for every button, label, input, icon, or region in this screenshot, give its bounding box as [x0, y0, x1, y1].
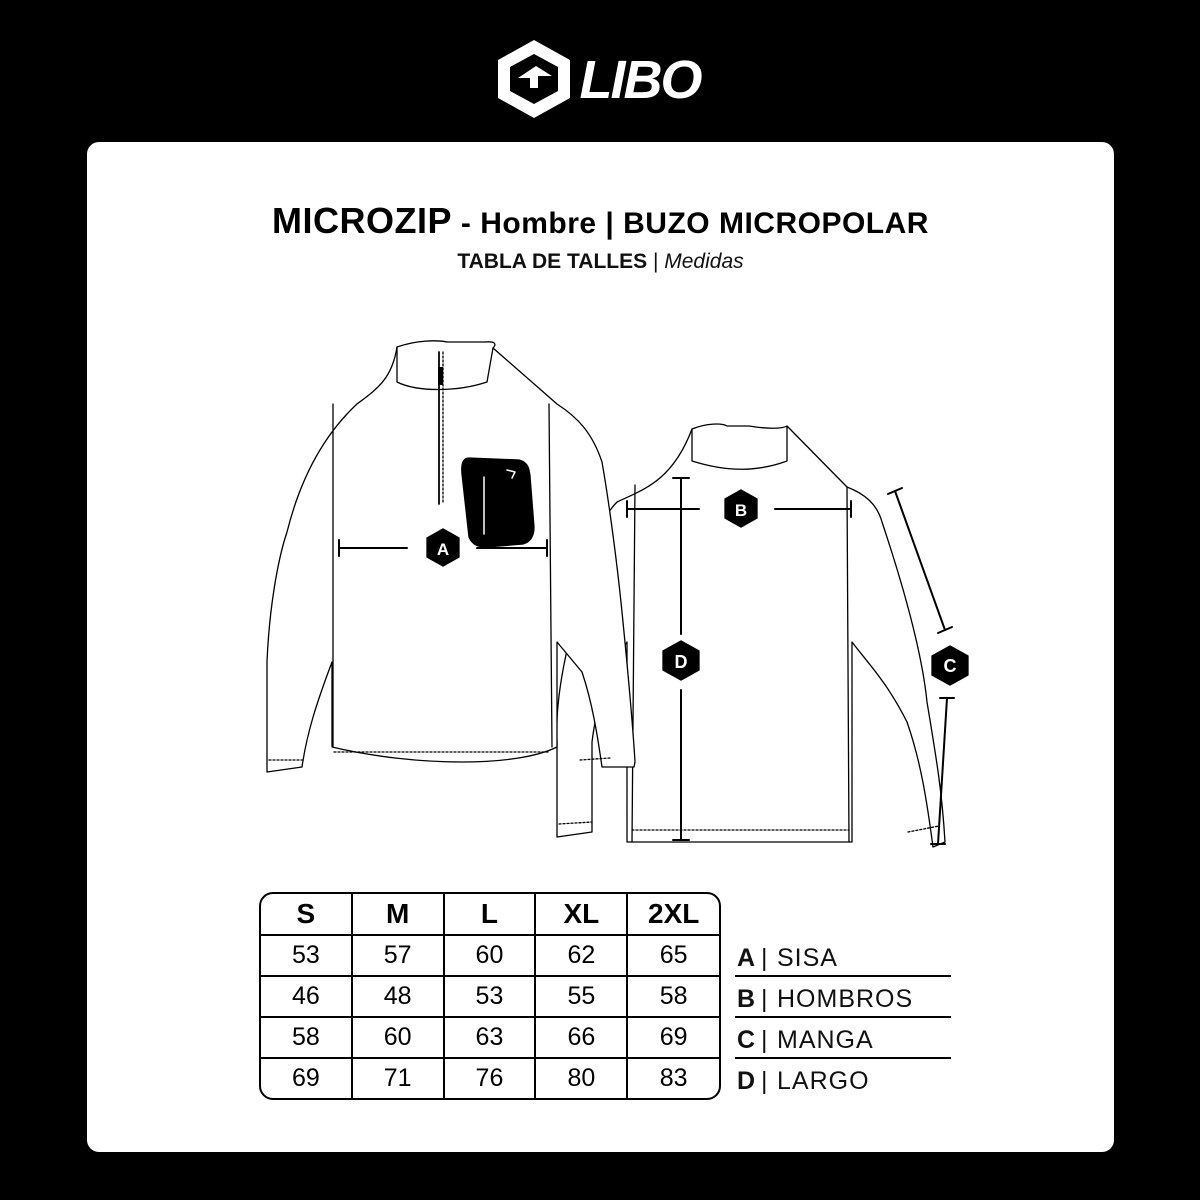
size-header: XL	[536, 894, 628, 936]
table-cell: 76	[445, 1059, 537, 1098]
table-cell: 71	[353, 1059, 445, 1098]
size-chart-card	[87, 142, 1114, 1152]
table-row-hombros	[261, 977, 719, 1018]
legend-label: SISA	[777, 944, 838, 972]
marker-c	[932, 646, 968, 685]
table-cell: 65	[628, 936, 719, 977]
table-cell: 48	[353, 977, 445, 1018]
units-label: Medidas	[664, 250, 744, 273]
table-row-largo	[261, 1059, 719, 1098]
legend-separator: |	[761, 1026, 769, 1054]
legend-separator: |	[761, 944, 769, 972]
legend-label: LARGO	[777, 1067, 870, 1095]
table-cell: 62	[536, 936, 628, 977]
table-cell: 46	[261, 977, 353, 1018]
table-row-manga	[261, 1018, 719, 1059]
logo-wordmark: LIBO	[579, 50, 701, 110]
size-header: 2XL	[628, 894, 719, 936]
measurement-legend	[735, 936, 951, 1098]
legend-key: C	[737, 1026, 757, 1054]
table-cell: 69	[261, 1059, 353, 1098]
table-cell: 63	[445, 1018, 537, 1059]
legend-item	[735, 977, 951, 1018]
table-cell: 57	[353, 936, 445, 977]
chart-label: TABLA DE TALLES	[457, 250, 648, 273]
svg-text:D: D	[674, 652, 688, 672]
legend-key: B	[737, 985, 757, 1013]
chest-pocket-icon	[462, 458, 534, 547]
libo-hexagon-mark-icon	[498, 40, 570, 118]
legend-label: MANGA	[777, 1026, 874, 1054]
product-description: Hombre | BUZO MICROPOLAR	[480, 207, 929, 240]
table-cell: 66	[536, 1018, 628, 1059]
legend-item	[735, 1018, 951, 1059]
legend-key: D	[737, 1067, 757, 1095]
legend-item	[735, 936, 951, 977]
size-header: S	[261, 894, 353, 936]
subtitle-divider: |	[647, 250, 665, 273]
table-cell: 58	[628, 977, 719, 1018]
title-separator: -	[452, 207, 481, 240]
product-name: MICROZIP	[272, 200, 453, 241]
legend-separator: |	[761, 985, 769, 1013]
size-table	[259, 892, 721, 1100]
table-cell: 58	[261, 1018, 353, 1059]
svg-text:C: C	[943, 656, 957, 676]
legend-label: HOMBROS	[777, 985, 914, 1013]
table-cell: 80	[536, 1059, 628, 1098]
table-cell: 53	[445, 977, 537, 1018]
table-cell: 69	[628, 1018, 719, 1059]
size-header: M	[353, 894, 445, 936]
table-row-sisa	[261, 936, 719, 977]
table-cell: 53	[261, 936, 353, 977]
legend-item	[735, 1059, 951, 1098]
svg-text:A: A	[436, 540, 450, 559]
svg-text:B: B	[734, 501, 748, 520]
legend-separator: |	[761, 1067, 769, 1095]
table-cell: 60	[445, 936, 537, 977]
size-header-row	[261, 894, 719, 936]
size-header: L	[445, 894, 537, 936]
table-cell: 83	[659, 1064, 688, 1092]
table-cell: 60	[353, 1018, 445, 1059]
brand-logo	[492, 36, 708, 122]
table-cell: 55	[536, 977, 628, 1018]
legend-key: A	[737, 944, 757, 972]
